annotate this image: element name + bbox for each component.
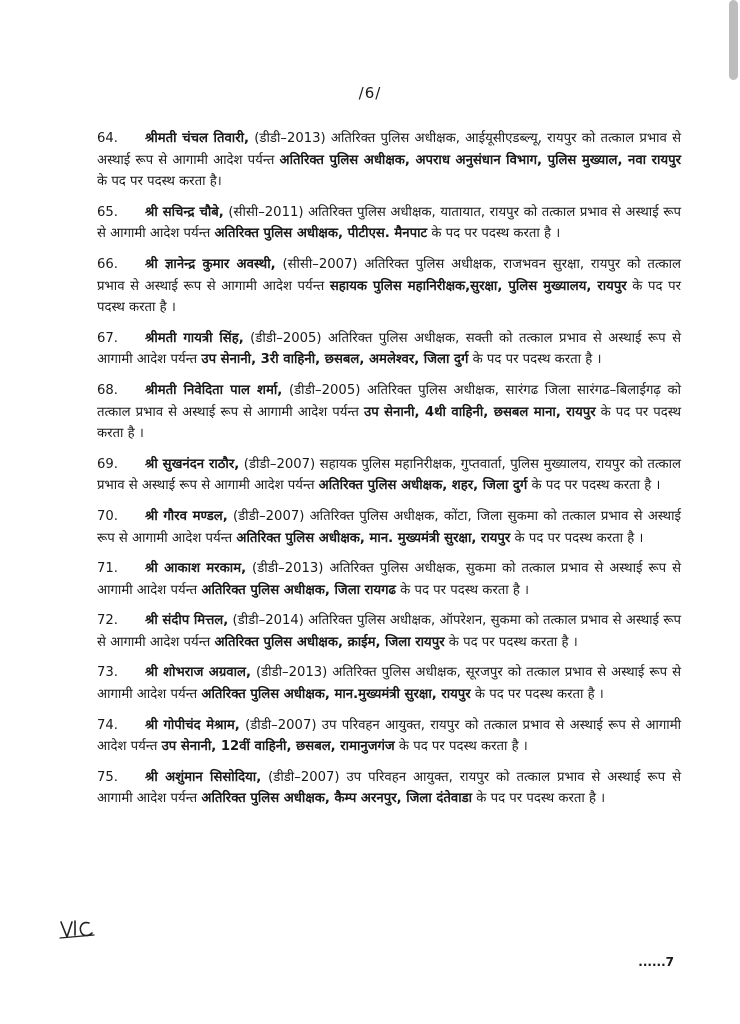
entry-text-before-post: (डीडी–2013) अतिरिक्त पुलिस अधीक्षक, सूरजपुर को तत्काल प्रभाव से अस्थाई रूप से आगामी आदेश पर्यन्त — [97, 665, 681, 703]
officer-name: श्री सचिन्द्र चौबे, — [145, 204, 224, 220]
officer-name: श्री ज्ञानेन्द्र कुमार अवस्थी, — [145, 256, 276, 272]
officer-name: श्री आकाश मरकाम, — [145, 561, 247, 577]
order-entry — [97, 767, 681, 810]
entry-text-before-post: (डीडी–2013) अतिरिक्त पुलिस अधीक्षक, सुकमा को तत्काल प्रभाव से अस्थाई रूप से आगामी आदेश पर्यन्त — [97, 561, 681, 598]
entry-number: 69. — [97, 456, 118, 472]
page-number-top: /6/ — [358, 84, 382, 102]
new-post: अतिरिक्त पुलिस अधीक्षक, मान. मुख्यमंत्री सुरक्षा, रायपुर — [236, 530, 511, 546]
officer-name: श्री संदीप मित्तल, — [145, 613, 229, 629]
entry-text-after-post: के पद पर पदस्थ करता है। — [97, 174, 222, 190]
new-post: उप सेनानी, 12वीं वाहिनी, छसबल, रामानुजगंज — [161, 739, 395, 755]
entry-text-before-post: (डीडी–2007) उप परिवहन आयुक्त, रायपुर को तत्काल प्रभाव से अस्थाई रूप से आगामी आदेश पर्यन्त — [97, 717, 681, 755]
officer-name: श्री गोपीचंद मेश्राम, — [145, 717, 240, 733]
order-entry — [97, 558, 681, 601]
officer-name: श्री अशुंमान सिसोदिया, — [145, 769, 262, 785]
officer-name: श्रीमती निवेदिता पाल शर्मा, — [145, 382, 283, 398]
new-post: अतिरिक्त पुलिस अधीक्षक, मान.मुख्यमंत्री सुरक्षा, रायपुर — [201, 687, 471, 703]
entry-number: 65. — [97, 204, 118, 220]
entry-text-before-post: (डीडी–2007) सहायक पुलिस महानिरीक्षक, गुप्तवार्ता, पुलिस मुख्यालय, रायपुर को तत्काल प्रभाव से अस्थाई रूप से आगामी आदेश पर्यन्त — [97, 456, 681, 494]
order-entry — [97, 662, 681, 705]
entry-number: 64. — [97, 131, 118, 146]
new-post: अतिरिक्त पुलिस अधीक्षक, पीटीएस. मैनपाट — [214, 226, 428, 242]
entry-number: 67. — [97, 330, 118, 346]
new-post: उप सेनानी, 4थी वाहिनी, छसबल माना, रायपुर — [363, 404, 596, 420]
entry-text-after-post: के पद पर पदस्थ करता है । — [394, 739, 528, 755]
next-page-marker: ......7 — [638, 955, 674, 969]
new-post: अतिरिक्त पुलिस अधीक्षक, कैम्प अरनपुर, जिला दंतेवाडा — [201, 791, 473, 807]
order-entry — [97, 328, 681, 371]
officer-name: श्री सुखनंदन राठौर, — [145, 456, 240, 472]
entry-number: 66. — [97, 256, 118, 272]
new-post: अतिरिक्त पुलिस अधीक्षक, अपराध अनुसंधान विभाग, पुलिस मुख्याल, नवा रायपुर — [279, 152, 681, 168]
officer-name: श्री शोभराज अग्रवाल, — [145, 665, 251, 681]
scrollbar-thumb[interactable] — [729, 0, 738, 80]
entry-text-before-post: (डीडी–2007) अतिरिक्त पुलिस अधीक्षक, कोंटा, जिला सुकमा को तत्काल प्रभाव से अस्थाई रूप से आगामी आदेश पर्यन्त — [97, 508, 681, 546]
entry-text-before-post: (सीसी–2011) अतिरिक्त पुलिस अधीक्षक, यातायात, रायपुर को तत्काल प्रभाव से अस्थाई रूप से आगामी आदेश पर्यन्त — [97, 204, 681, 242]
entry-text-before-post: (डीडी–2014) अतिरिक्त पुलिस अधीक्षक, ऑपरेशन, सुकमा को तत्काल प्रभाव से अस्थाई रूप से आगामी आदेश पर्यन्त — [97, 613, 682, 650]
entry-text-after-post: के पद पर पदस्थ करता है । — [395, 582, 530, 598]
new-post: सहायक पुलिस महानिरीक्षक,सुरक्षा, पुलिस मुख्यालय, रायपुर — [329, 278, 627, 294]
entry-number: 70. — [97, 508, 118, 524]
officer-name: श्रीमती चंचल तिवारी, — [145, 131, 250, 146]
officer-name: श्रीमती गायत्री सिंह, — [145, 330, 244, 346]
entry-text-before-post: (सीसी–2007) अतिरिक्त पुलिस अधीक्षक, राजभवन सुरक्षा, रायपुर को तत्काल प्रभाव से अस्थाई रूप से आगामी आदेश पर्यन्त — [97, 256, 681, 294]
entry-text-after-post: के पद पर पदस्थ करता है । — [468, 352, 602, 368]
new-post: अतिरिक्त पुलिस अधीक्षक, जिला रायगढ — [201, 582, 396, 598]
order-entry — [97, 254, 681, 319]
officer-name: श्री गौरव मण्डल, — [145, 508, 228, 524]
entry-text-after-post: के पद पर पदस्थ करता है । — [427, 226, 561, 242]
entry-number: 68. — [97, 382, 118, 398]
order-entry — [97, 506, 681, 549]
entry-text-before-post: (डीडी–2005) अतिरिक्त पुलिस अधीक्षक, सारंगढ जिला सारंगढ–बिलाईगढ़ को तत्काल प्रभाव से अस्थाई रूप से आगामी आदेश पर्यन्त — [97, 382, 682, 420]
order-entry — [97, 202, 681, 245]
order-entry — [97, 128, 681, 193]
new-post: अतिरिक्त पुलिस अधीक्षक, शहर, जिला दुर्ग — [318, 478, 528, 494]
entry-text-after-post: के पद पर पदस्थ करता है । — [97, 278, 681, 316]
order-entry — [97, 610, 681, 653]
entry-text-after-post: के पद पर पदस्थ करता है । — [527, 478, 661, 494]
entry-text-after-post: के पद पर पदस्थ करता है । — [444, 634, 578, 650]
order-entry — [97, 454, 681, 497]
order-entry — [97, 380, 681, 445]
entry-text-after-post: के पद पर पदस्थ करता है । — [472, 791, 606, 807]
entry-number: 73. — [97, 665, 118, 681]
entry-number: 75. — [97, 769, 118, 785]
new-post: अतिरिक्त पुलिस अधीक्षक, क्राईम, जिला रायपुर — [214, 634, 445, 650]
handwritten-initials — [58, 916, 98, 940]
entry-text-after-post: के पद पर पदस्थ करता है । — [470, 687, 604, 703]
entry-number: 74. — [97, 717, 118, 733]
entry-text-before-post: (डीडी–2007) उप परिवहन आयुक्त, रायपुर को तत्काल प्रभाव से अस्थाई रूप से आगामी आदेश पर्यन्त — [97, 769, 681, 807]
entry-text-after-post: के पद पर पदस्थ करता है । — [510, 530, 644, 546]
new-post: उप सेनानी, 3री वाहिनी, छसबल, अमलेश्वर, जिला दुर्ग — [201, 352, 469, 368]
entry-text-after-post: के पद पर पदस्थ करता है । — [97, 404, 682, 442]
order-entries-list — [97, 128, 681, 819]
order-entry — [97, 715, 681, 758]
entry-number: 72. — [97, 613, 118, 629]
entry-text-before-post: (डीडी–2013) अतिरिक्त पुलिस अधीक्षक, आईयूसीएडब्ल्यू, रायपुर को तत्काल प्रभाव से अस्थाई रूप से आगामी आदेश पर्यन्त — [97, 131, 681, 168]
entry-text-before-post: (डीडी–2005) अतिरिक्त पुलिस अधीक्षक, सक्ती को तत्काल प्रभाव से अस्थाई रूप से आगामी आदेश पर्यन्त — [97, 330, 681, 368]
entry-number: 71. — [97, 561, 118, 577]
